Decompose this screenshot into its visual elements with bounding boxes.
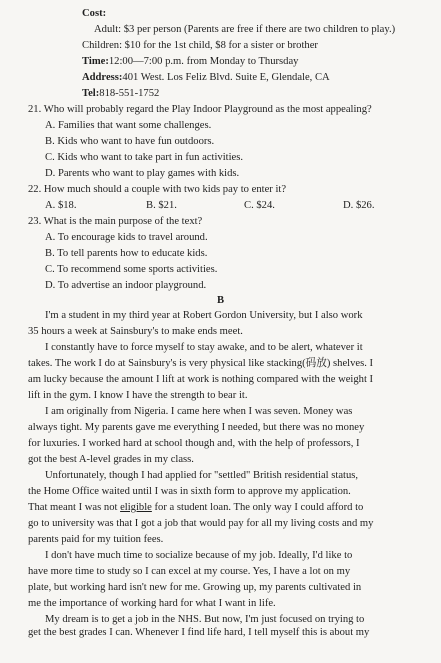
q23-option-c: C. To recommend some sports activities.: [45, 264, 218, 275]
underlined-word-eligible: eligible: [120, 502, 152, 513]
passage-line: have more time to study so I can excel at my course. Yes, I have a lot on my: [28, 566, 351, 577]
tel-value: 818-551-1752: [99, 88, 160, 99]
passage-text: That meant I was not: [28, 502, 121, 513]
passage-line: the Home Office waited until I was in sixth form to approve my application.: [28, 486, 351, 497]
adult-price: Adult: $3 per person (Parents are free if there are two children to play.): [94, 24, 396, 35]
q22-option-b: B. $21.: [146, 200, 177, 211]
children-price: Children: $10 for the 1st child, $8 for a sister or brother: [82, 40, 318, 51]
question-23: 23. What is the main purpose of the text?: [28, 216, 203, 227]
q21-option-a: A. Families that want some challenges.: [45, 120, 212, 131]
q21-option-d: D. Parents who want to play games with kids.: [45, 168, 240, 179]
tel-label: Tel:: [82, 88, 100, 99]
passage-text: for a student loan. The only way I could afford to: [151, 502, 364, 513]
passage-line: I constantly have to force myself to stay awake, and to be alert, whatever it: [45, 342, 363, 353]
q23-option-a: A. To encourage kids to travel around.: [45, 232, 208, 243]
passage-line: 35 hours a week at Sainsbury's to make ends meet.: [28, 326, 243, 337]
q23-option-d: D. To advertise an indoor playground.: [45, 280, 207, 291]
passage-line: get the best grades I can. Whenever I find life hard, I tell myself this is about my: [28, 627, 370, 638]
passage-line: am lucky because the amount I lift at work is nothing compared with the weight I: [28, 374, 374, 385]
time-label: Time:: [82, 56, 109, 67]
passage-line: My dream is to get a job in the NHS. But now, I'm just focused on trying to: [45, 614, 365, 625]
question-21: 21. Who will probably regard the Play Indoor Playground as the most appealing?: [28, 104, 372, 115]
q22-option-d: D. $26.: [343, 200, 375, 211]
passage-line: I'm a student in my third year at Robert Gordon University, but I also work: [45, 310, 363, 321]
section-b-heading: B: [216, 295, 225, 306]
passage-line: I don't have much time to socialize because of my job. Ideally, I'd like to: [45, 550, 353, 561]
time-value: 12:00—7:00 p.m. from Monday to Thursday: [108, 56, 299, 67]
q21-option-b: B. Kids who want to have fun outdoors.: [45, 136, 215, 147]
q22-option-c: C. $24.: [244, 200, 275, 211]
q22-option-a: A. $18.: [45, 200, 77, 211]
q23-option-b: B. To tell parents how to educate kids.: [45, 248, 208, 259]
passage-line: go to university was that I got a job that would pay for all my living costs and my: [28, 518, 374, 529]
passage-line: lift in the gym. I know I have the strength to bear it.: [28, 390, 248, 401]
cost-label: Cost:: [82, 8, 107, 19]
passage-line: plate, but working hard isn't new for me. Growing up, my parents cultivated in: [28, 582, 362, 593]
passage-line: for luxuries. I worked hard at school though and, with the help of professors, I: [28, 438, 360, 449]
passage-line: got the best A-level grades in my class.: [28, 454, 194, 465]
passage-line: parents paid for my tuition fees.: [28, 534, 164, 545]
address-label: Address:: [82, 72, 123, 83]
q21-option-c: C. Kids who want to take part in fun activities.: [45, 152, 244, 163]
passage-line: me the importance of working hard for what I want in life.: [28, 598, 276, 609]
passage-line: always tight. My parents gave me everything I needed, but there was no money: [28, 422, 365, 433]
passage-line: I am originally from Nigeria. I came here when I was seven. Money was: [45, 406, 353, 417]
question-22: 22. How much should a couple with two kids pay to enter it?: [28, 184, 287, 195]
address-value: 401 West. Los Feliz Blvd. Suite E, Glendale, CA: [122, 72, 330, 83]
passage-line: takes. The work I do at Sainsbury's is very physical like stacking(码放) shelves. I: [28, 358, 374, 369]
passage-line: Unfortunately, though I had applied for "settled" British residential status,: [45, 470, 359, 481]
